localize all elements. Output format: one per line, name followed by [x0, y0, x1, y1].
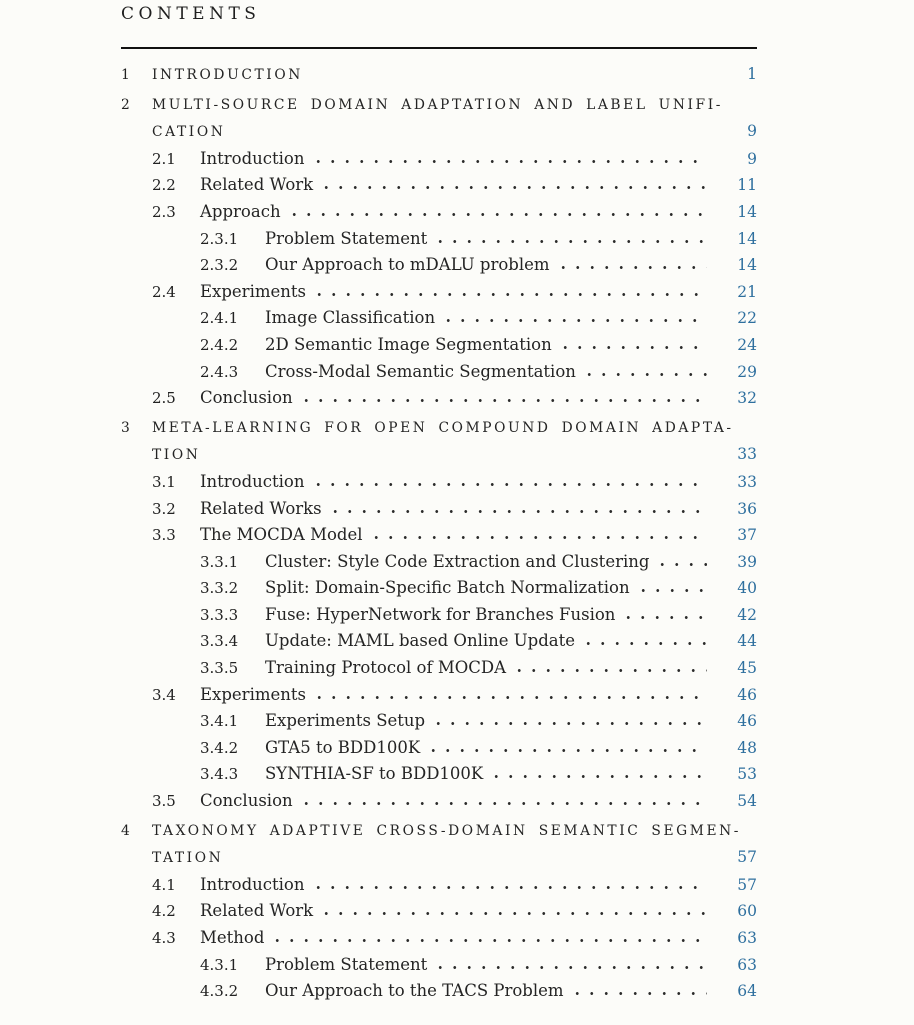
dot-leader: [319, 911, 707, 916]
toc-entry: [121, 92, 757, 119]
toc-entry-number: 3.4.3: [200, 765, 239, 784]
toc-entry-number: 1: [121, 67, 131, 83]
dot-leader: [570, 991, 707, 996]
toc-entry-title: Related Work: [200, 175, 314, 195]
toc-entry-page[interactable]: 64: [737, 982, 757, 1001]
page-title: CONTENTS: [121, 4, 261, 24]
toc-entry: [121, 708, 757, 735]
toc-entry-number: 3.1: [152, 472, 176, 491]
dot-leader: [426, 748, 707, 753]
toc-entry-title: Related Works: [200, 498, 322, 518]
toc-entry: [121, 655, 757, 682]
dot-leader: [433, 239, 707, 244]
leader-spacer: [309, 74, 707, 79]
toc-entry-number: 3.4: [152, 685, 176, 704]
toc-entry-title: GTA5 to BDD100K: [265, 737, 421, 757]
toc-entry-number: 4.3: [152, 929, 176, 947]
toc-entry-title-cont: TATION: [152, 850, 224, 867]
toc-entry-page[interactable]: 11: [737, 176, 757, 195]
toc-entry-page[interactable]: 54: [737, 792, 757, 811]
dot-leader: [328, 509, 707, 514]
dot-leader: [431, 721, 707, 726]
toc-entry-title: Our Approach to mDALU problem: [265, 255, 550, 275]
toc-entry-page[interactable]: 44: [737, 632, 757, 651]
toc-entry: [121, 172, 757, 199]
toc-entry-title: Introduction: [200, 148, 305, 168]
toc-entry-title: Conclusion: [200, 791, 293, 811]
toc-entry-title: Split: Domain-Specific Batch Normalization: [265, 578, 630, 598]
toc-entry-title: Conclusion: [200, 388, 293, 408]
toc-entry-number: 3.4.2: [200, 738, 239, 757]
toc-entry-title: Our Approach to the TACS Problem: [265, 981, 564, 1001]
toc-entry: [121, 818, 757, 845]
toc-entry-page[interactable]: 45: [737, 659, 757, 678]
toc-entry: [121, 872, 757, 899]
toc-entry: [121, 898, 757, 925]
toc-entry-title: MULTI-SOURCE DOMAIN ADAPTATION AND LABEL UNIFI-: [152, 96, 724, 113]
dot-leader: [287, 212, 707, 217]
toc-entry-number: 4.1: [152, 875, 176, 894]
toc-entry: [121, 925, 757, 952]
toc-entry-page[interactable]: 22: [737, 309, 757, 328]
toc-entry-continuation: [121, 844, 757, 872]
toc-entry: [121, 978, 757, 1005]
toc-entry-number: 2.5: [152, 389, 176, 408]
toc-entry: [121, 199, 757, 226]
dot-leader: [655, 562, 707, 567]
dot-leader: [621, 615, 707, 620]
toc-entry-number: 2.3: [152, 202, 176, 221]
toc-entry-number: 3.3.1: [200, 552, 239, 571]
toc-entry: [121, 682, 757, 709]
toc-entry-title: TAXONOMY ADAPTIVE CROSS-DOMAIN SEMANTIC SEGMEN-: [152, 822, 742, 839]
toc-entry-page[interactable]: 21: [737, 282, 757, 301]
toc-entry-title: Experiments Setup: [265, 711, 426, 731]
toc-entry-number: 3.3.4: [200, 632, 239, 651]
dot-leader: [558, 345, 707, 350]
toc-entry-page[interactable]: 14: [737, 202, 757, 221]
toc-entry-page[interactable]: 63: [737, 929, 757, 947]
toc-entry-number: 2.2: [152, 176, 176, 195]
dot-leader: [433, 965, 707, 970]
toc-entry-title: Related Work: [200, 901, 314, 921]
toc-entry-page[interactable]: 57: [737, 848, 757, 867]
toc-entry: [121, 359, 757, 386]
toc-entry: [121, 952, 757, 979]
document-page: [121, 0, 757, 1005]
toc-entry-page[interactable]: 57: [737, 875, 757, 894]
leader-spacer: [231, 131, 707, 136]
toc-entry-number: 3.3.5: [200, 659, 239, 678]
toc-entry-page[interactable]: 46: [737, 712, 757, 731]
toc-entry-page[interactable]: 14: [737, 256, 757, 275]
dot-leader: [556, 265, 707, 270]
toc-entry-number: 4.3.2: [200, 982, 239, 1001]
toc-entry-number: 2.3.1: [200, 229, 239, 248]
toc-entry-number: 3.2: [152, 499, 176, 518]
toc-entry-title: Problem Statement: [265, 228, 428, 248]
toc-entry-title: INTRODUCTION: [152, 67, 303, 83]
toc-entry: [121, 385, 757, 412]
toc-entry-page[interactable]: 48: [737, 738, 757, 757]
dot-leader: [369, 535, 707, 540]
toc-entry-number: 2: [121, 96, 131, 113]
toc-entry-number: 3.5: [152, 792, 176, 811]
toc-entry-title: Fuse: HyperNetwork for Branches Fusion: [265, 604, 616, 624]
toc-entry-title: Image Classification: [265, 308, 436, 328]
toc-entry: [121, 146, 757, 173]
toc-entry-page[interactable]: 36: [737, 499, 757, 518]
toc-entry-page[interactable]: 46: [737, 685, 757, 704]
dot-leader: [581, 641, 707, 646]
horizontal-rule: [121, 47, 757, 49]
toc-entry-title: Experiments: [200, 684, 306, 704]
toc-entry-page[interactable]: 32: [737, 389, 757, 408]
toc-entry: [121, 496, 757, 523]
toc-entry: [121, 415, 757, 442]
toc-entry: [121, 305, 757, 332]
dot-leader: [299, 801, 707, 806]
toc-entry: [121, 788, 757, 815]
toc-entry-title: Experiments: [200, 281, 306, 301]
toc-entry-title: Training Protocol of MOCDA: [265, 658, 507, 678]
dot-leader: [582, 372, 707, 377]
toc-entry-number: 4.2: [152, 902, 176, 921]
leader-spacer: [229, 857, 707, 862]
toc-entry-number: 2.4: [152, 282, 176, 301]
dot-leader: [270, 938, 707, 943]
toc-entry: [121, 279, 757, 306]
toc-entry-title: Cluster: Style Code Extraction and Clustering: [265, 551, 650, 571]
toc-entry-number: 2.4.3: [200, 362, 239, 381]
toc-entry: [121, 628, 757, 655]
toc-entry-number: 2.4.1: [200, 309, 239, 328]
dot-leader: [311, 885, 708, 890]
toc-entry-page[interactable]: 42: [737, 605, 757, 624]
toc-entry: [121, 549, 757, 576]
toc-entry-title: Method: [200, 928, 265, 947]
toc-entry-title: META-LEARNING FOR OPEN COMPOUND DOMAIN ADAPTA-: [152, 419, 734, 436]
toc-entry-number: 3.4.1: [200, 712, 239, 731]
toc-entry-page[interactable]: 40: [737, 579, 757, 598]
toc-entry-title: Approach: [200, 201, 281, 221]
toc-entry: [121, 735, 757, 762]
toc-entry-page[interactable]: 63: [737, 955, 757, 974]
dot-leader: [441, 318, 707, 323]
toc-entry-number: 3.3: [152, 526, 176, 545]
toc-entry: [121, 522, 757, 549]
toc-entry-title: SYNTHIA-SF to BDD100K: [265, 764, 484, 784]
toc-entry-title: Cross-Modal Semantic Segmentation: [265, 361, 576, 381]
toc-entry: [121, 575, 757, 602]
toc-entry-number: 3.3.3: [200, 605, 239, 624]
toc-entry: [121, 332, 757, 359]
toc-entry: [121, 226, 757, 253]
toc-entry-title: The MOCDA Model: [200, 525, 363, 545]
toc-entry: [121, 761, 757, 788]
toc-entry-page[interactable]: 39: [737, 552, 757, 571]
toc-entry-title: Update: MAML based Online Update: [265, 631, 576, 651]
toc-entry-continuation: [121, 441, 757, 469]
toc-entry-page[interactable]: 24: [737, 335, 757, 354]
toc-entry-page[interactable]: 9: [747, 149, 757, 168]
toc-list: [121, 61, 757, 1005]
toc-entry-title: Introduction: [200, 471, 305, 491]
dot-leader: [312, 292, 707, 297]
toc-entry-page[interactable]: 33: [737, 445, 757, 464]
toc-entry-number: 3.3.2: [200, 579, 239, 598]
dot-leader: [512, 668, 707, 673]
dot-leader: [299, 398, 707, 403]
toc-entry-title-cont: TION: [152, 447, 201, 464]
toc-entry-page[interactable]: 53: [737, 765, 757, 784]
toc-entry: [121, 602, 757, 629]
toc-entry-number: 2.1: [152, 149, 176, 168]
toc-entry-page[interactable]: 37: [737, 526, 757, 545]
toc-entry-number: 4: [121, 822, 131, 839]
toc-entry-number: 2.4.2: [200, 335, 239, 354]
toc-entry-number: 3: [121, 419, 131, 436]
toc-entry-continuation: [121, 118, 757, 146]
dot-leader: [489, 774, 707, 779]
toc-entry-page[interactable]: 9: [747, 122, 757, 141]
toc-entry-page[interactable]: 1: [747, 65, 757, 83]
toc-entry-title: 2D Semantic Image Segmentation: [265, 334, 552, 354]
toc-entry-page[interactable]: 60: [737, 902, 757, 921]
toc-entry: [121, 469, 757, 496]
toc-entry-title-cont: CATION: [152, 124, 226, 141]
toc-entry-page[interactable]: 29: [737, 362, 757, 381]
toc-entry-title: Introduction: [200, 874, 305, 894]
toc-entry: [121, 252, 757, 279]
dot-leader: [312, 695, 707, 700]
dot-leader: [311, 482, 708, 487]
leader-spacer: [206, 454, 707, 459]
toc-entry-number: 4.3.1: [200, 955, 239, 974]
dot-leader: [636, 588, 707, 593]
toc-entry-title: Problem Statement: [265, 954, 428, 974]
toc-entry-page[interactable]: 33: [737, 472, 757, 491]
toc-entry: [121, 61, 757, 89]
toc-entry-number: 2.3.2: [200, 256, 239, 275]
dot-leader: [319, 185, 707, 190]
toc-entry-page[interactable]: 14: [737, 229, 757, 248]
dot-leader: [311, 159, 708, 164]
